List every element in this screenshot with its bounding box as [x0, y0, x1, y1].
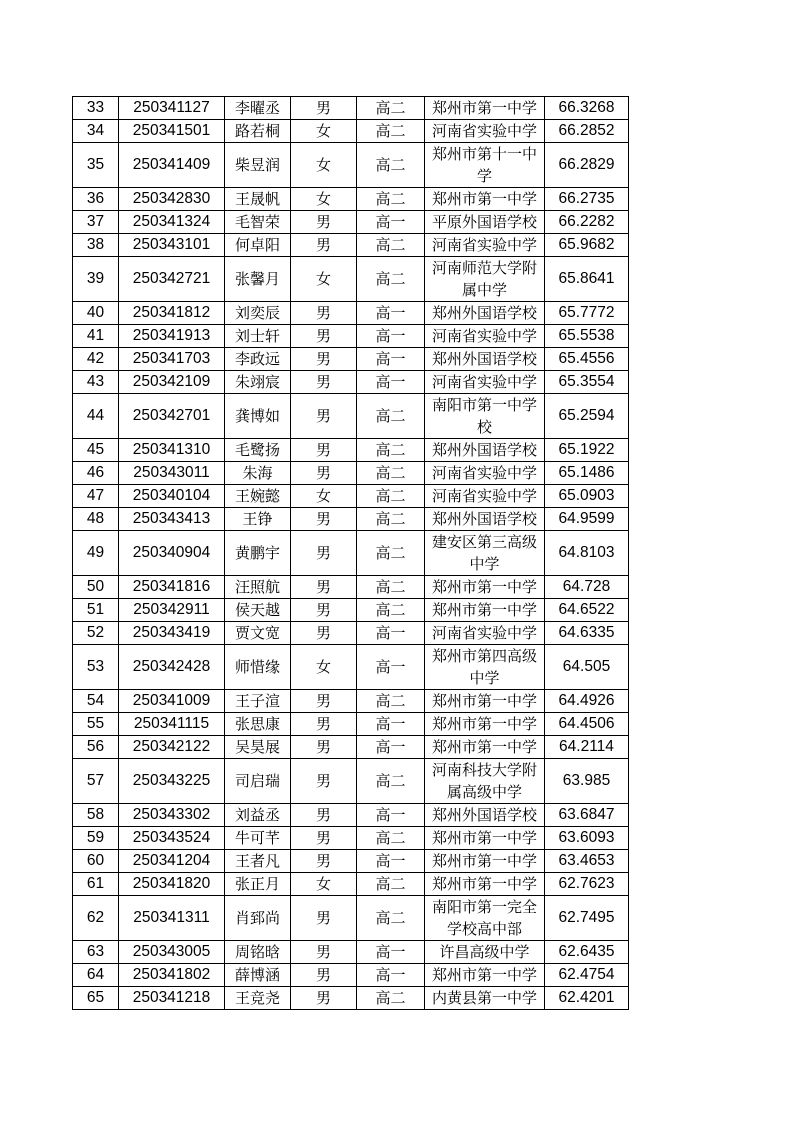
name-cell: 王婉懿	[225, 485, 291, 508]
rank-cell: 39	[73, 257, 119, 302]
gender-cell: 男	[291, 713, 357, 736]
table-row	[73, 804, 629, 827]
grade-cell: 高一	[357, 964, 425, 987]
table-row	[73, 987, 629, 1010]
grade-cell: 高一	[357, 645, 425, 690]
school-cell: 南阳市第一中学校	[425, 394, 545, 439]
rank-cell: 65	[73, 987, 119, 1010]
gender-cell: 男	[291, 508, 357, 531]
gender-cell: 男	[291, 987, 357, 1010]
name-cell: 王子渲	[225, 690, 291, 713]
table-row	[73, 348, 629, 371]
gender-cell: 男	[291, 234, 357, 257]
rank-cell: 35	[73, 143, 119, 188]
rank-cell: 64	[73, 964, 119, 987]
results-table-body	[73, 97, 629, 1010]
school-cell: 平原外国语学校	[425, 211, 545, 234]
rank-cell: 34	[73, 120, 119, 143]
name-cell: 周铭晗	[225, 941, 291, 964]
rank-cell: 51	[73, 599, 119, 622]
name-cell: 何卓阳	[225, 234, 291, 257]
table-row	[73, 439, 629, 462]
score-cell: 64.728	[545, 576, 629, 599]
school-cell: 南阳市第一完全学校高中部	[425, 896, 545, 941]
grade-cell: 高二	[357, 690, 425, 713]
name-cell: 朱海	[225, 462, 291, 485]
gender-cell: 男	[291, 896, 357, 941]
grade-cell: 高二	[357, 188, 425, 211]
school-cell: 郑州市第一中学	[425, 97, 545, 120]
student-id-cell: 250341218	[119, 987, 225, 1010]
school-cell: 郑州市第一中学	[425, 713, 545, 736]
student-id-cell: 250343101	[119, 234, 225, 257]
grade-cell: 高二	[357, 257, 425, 302]
school-cell: 许昌高级中学	[425, 941, 545, 964]
school-cell: 郑州市第一中学	[425, 827, 545, 850]
student-id-cell: 250341115	[119, 713, 225, 736]
student-id-cell: 250341409	[119, 143, 225, 188]
name-cell: 张馨月	[225, 257, 291, 302]
rank-cell: 41	[73, 325, 119, 348]
name-cell: 汪照航	[225, 576, 291, 599]
table-row	[73, 257, 629, 302]
school-cell: 河南省实验中学	[425, 622, 545, 645]
gender-cell: 男	[291, 941, 357, 964]
grade-cell: 高二	[357, 873, 425, 896]
gender-cell: 女	[291, 257, 357, 302]
student-id-cell: 250342830	[119, 188, 225, 211]
school-cell: 郑州外国语学校	[425, 348, 545, 371]
table-row	[73, 896, 629, 941]
school-cell: 郑州市第四高级中学	[425, 645, 545, 690]
rank-cell: 45	[73, 439, 119, 462]
gender-cell: 女	[291, 188, 357, 211]
student-id-cell: 250341204	[119, 850, 225, 873]
gender-cell: 男	[291, 964, 357, 987]
school-cell: 郑州市第十一中学	[425, 143, 545, 188]
score-cell: 64.8103	[545, 531, 629, 576]
student-id-cell: 250340904	[119, 531, 225, 576]
student-id-cell: 250342701	[119, 394, 225, 439]
grade-cell: 高一	[357, 736, 425, 759]
score-cell: 65.5538	[545, 325, 629, 348]
school-cell: 郑州外国语学校	[425, 804, 545, 827]
table-row	[73, 531, 629, 576]
table-row	[73, 622, 629, 645]
school-cell: 河南省实验中学	[425, 120, 545, 143]
rank-cell: 37	[73, 211, 119, 234]
student-id-cell: 250342109	[119, 371, 225, 394]
table-row	[73, 690, 629, 713]
table-row	[73, 120, 629, 143]
gender-cell: 男	[291, 394, 357, 439]
school-cell: 河南省实验中学	[425, 325, 545, 348]
gender-cell: 男	[291, 348, 357, 371]
rank-cell: 60	[73, 850, 119, 873]
grade-cell: 高一	[357, 325, 425, 348]
score-cell: 65.7772	[545, 302, 629, 325]
table-row	[73, 645, 629, 690]
table-row	[73, 736, 629, 759]
gender-cell: 男	[291, 759, 357, 804]
name-cell: 王者凡	[225, 850, 291, 873]
grade-cell: 高一	[357, 622, 425, 645]
rank-cell: 53	[73, 645, 119, 690]
school-cell: 郑州市第一中学	[425, 690, 545, 713]
student-id-cell: 250343302	[119, 804, 225, 827]
student-id-cell: 250341501	[119, 120, 225, 143]
school-cell: 河南师范大学附属中学	[425, 257, 545, 302]
name-cell: 朱翊宸	[225, 371, 291, 394]
school-cell: 郑州外国语学校	[425, 508, 545, 531]
student-id-cell: 250343524	[119, 827, 225, 850]
student-id-cell: 250343225	[119, 759, 225, 804]
gender-cell: 男	[291, 302, 357, 325]
score-cell: 64.6335	[545, 622, 629, 645]
name-cell: 刘士轩	[225, 325, 291, 348]
gender-cell: 男	[291, 599, 357, 622]
table-row	[73, 485, 629, 508]
score-cell: 65.9682	[545, 234, 629, 257]
score-cell: 65.1922	[545, 439, 629, 462]
rank-cell: 61	[73, 873, 119, 896]
score-cell: 63.6847	[545, 804, 629, 827]
gender-cell: 女	[291, 485, 357, 508]
gender-cell: 男	[291, 211, 357, 234]
table-row	[73, 371, 629, 394]
grade-cell: 高一	[357, 371, 425, 394]
student-id-cell: 250341812	[119, 302, 225, 325]
name-cell: 刘益丞	[225, 804, 291, 827]
table-row	[73, 325, 629, 348]
name-cell: 柴昱润	[225, 143, 291, 188]
rank-cell: 52	[73, 622, 119, 645]
table-row	[73, 302, 629, 325]
grade-cell: 高二	[357, 234, 425, 257]
rank-cell: 57	[73, 759, 119, 804]
rank-cell: 50	[73, 576, 119, 599]
student-id-cell: 250342721	[119, 257, 225, 302]
student-id-cell: 250340104	[119, 485, 225, 508]
student-id-cell: 250342428	[119, 645, 225, 690]
name-cell: 毛智荣	[225, 211, 291, 234]
name-cell: 牛可芊	[225, 827, 291, 850]
grade-cell: 高二	[357, 759, 425, 804]
score-cell: 63.985	[545, 759, 629, 804]
grade-cell: 高二	[357, 531, 425, 576]
rank-cell: 62	[73, 896, 119, 941]
score-cell: 62.7623	[545, 873, 629, 896]
school-cell: 郑州外国语学校	[425, 439, 545, 462]
school-cell: 郑州市第一中学	[425, 850, 545, 873]
name-cell: 路若桐	[225, 120, 291, 143]
grade-cell: 高二	[357, 143, 425, 188]
school-cell: 郑州外国语学校	[425, 302, 545, 325]
name-cell: 龚博如	[225, 394, 291, 439]
gender-cell: 男	[291, 371, 357, 394]
grade-cell: 高一	[357, 804, 425, 827]
score-cell: 64.4926	[545, 690, 629, 713]
table-row	[73, 873, 629, 896]
score-cell: 64.9599	[545, 508, 629, 531]
table-row	[73, 97, 629, 120]
gender-cell: 男	[291, 850, 357, 873]
grade-cell: 高二	[357, 439, 425, 462]
grade-cell: 高二	[357, 462, 425, 485]
student-id-cell: 250341703	[119, 348, 225, 371]
gender-cell: 男	[291, 827, 357, 850]
gender-cell: 男	[291, 622, 357, 645]
score-cell: 62.7495	[545, 896, 629, 941]
table-row	[73, 508, 629, 531]
school-cell: 郑州市第一中学	[425, 964, 545, 987]
score-cell: 65.4556	[545, 348, 629, 371]
table-row	[73, 964, 629, 987]
grade-cell: 高二	[357, 394, 425, 439]
score-cell: 66.3268	[545, 97, 629, 120]
grade-cell: 高一	[357, 348, 425, 371]
student-id-cell: 250341009	[119, 690, 225, 713]
name-cell: 肖郅尚	[225, 896, 291, 941]
school-cell: 河南省实验中学	[425, 371, 545, 394]
name-cell: 张思康	[225, 713, 291, 736]
school-cell: 内黄县第一中学	[425, 987, 545, 1010]
name-cell: 王铮	[225, 508, 291, 531]
rank-cell: 48	[73, 508, 119, 531]
grade-cell: 高二	[357, 599, 425, 622]
school-cell: 建安区第三高级中学	[425, 531, 545, 576]
score-cell: 64.2114	[545, 736, 629, 759]
name-cell: 薛博涵	[225, 964, 291, 987]
results-table	[72, 96, 629, 1010]
rank-cell: 43	[73, 371, 119, 394]
table-row	[73, 211, 629, 234]
name-cell: 吴昊展	[225, 736, 291, 759]
student-id-cell: 250343419	[119, 622, 225, 645]
gender-cell: 男	[291, 439, 357, 462]
rank-cell: 36	[73, 188, 119, 211]
score-cell: 66.2735	[545, 188, 629, 211]
score-cell: 65.3554	[545, 371, 629, 394]
rank-cell: 47	[73, 485, 119, 508]
name-cell: 侯天越	[225, 599, 291, 622]
rank-cell: 46	[73, 462, 119, 485]
grade-cell: 高一	[357, 211, 425, 234]
rank-cell: 56	[73, 736, 119, 759]
rank-cell: 40	[73, 302, 119, 325]
name-cell: 王竞尧	[225, 987, 291, 1010]
rank-cell: 49	[73, 531, 119, 576]
score-cell: 62.4754	[545, 964, 629, 987]
name-cell: 黄鹏宇	[225, 531, 291, 576]
score-cell: 65.2594	[545, 394, 629, 439]
student-id-cell: 250341816	[119, 576, 225, 599]
student-id-cell: 250341311	[119, 896, 225, 941]
gender-cell: 男	[291, 531, 357, 576]
school-cell: 河南省实验中学	[425, 485, 545, 508]
score-cell: 63.4653	[545, 850, 629, 873]
student-id-cell: 250341127	[119, 97, 225, 120]
name-cell: 李曜丞	[225, 97, 291, 120]
name-cell: 李政远	[225, 348, 291, 371]
gender-cell: 女	[291, 120, 357, 143]
rank-cell: 59	[73, 827, 119, 850]
grade-cell: 高二	[357, 576, 425, 599]
rank-cell: 44	[73, 394, 119, 439]
rank-cell: 38	[73, 234, 119, 257]
grade-cell: 高二	[357, 97, 425, 120]
rank-cell: 33	[73, 97, 119, 120]
score-cell: 66.2282	[545, 211, 629, 234]
name-cell: 毛鹭扬	[225, 439, 291, 462]
student-id-cell: 250343413	[119, 508, 225, 531]
name-cell: 张正月	[225, 873, 291, 896]
gender-cell: 男	[291, 325, 357, 348]
name-cell: 王晟帆	[225, 188, 291, 211]
score-cell: 65.8641	[545, 257, 629, 302]
school-cell: 河南省实验中学	[425, 462, 545, 485]
school-cell: 郑州市第一中学	[425, 576, 545, 599]
gender-cell: 男	[291, 690, 357, 713]
grade-cell: 高二	[357, 987, 425, 1010]
score-cell: 64.4506	[545, 713, 629, 736]
table-row	[73, 599, 629, 622]
gender-cell: 女	[291, 143, 357, 188]
score-cell: 65.1486	[545, 462, 629, 485]
grade-cell: 高二	[357, 120, 425, 143]
table-row	[73, 462, 629, 485]
score-cell: 62.4201	[545, 987, 629, 1010]
student-id-cell: 250341802	[119, 964, 225, 987]
table-row	[73, 143, 629, 188]
student-id-cell: 250343011	[119, 462, 225, 485]
student-id-cell: 250341310	[119, 439, 225, 462]
rank-cell: 55	[73, 713, 119, 736]
rank-cell: 54	[73, 690, 119, 713]
school-cell: 郑州市第一中学	[425, 736, 545, 759]
table-row	[73, 713, 629, 736]
grade-cell: 高二	[357, 508, 425, 531]
grade-cell: 高一	[357, 302, 425, 325]
student-id-cell: 250341913	[119, 325, 225, 348]
score-cell: 66.2852	[545, 120, 629, 143]
rank-cell: 58	[73, 804, 119, 827]
grade-cell: 高二	[357, 827, 425, 850]
grade-cell: 高二	[357, 485, 425, 508]
school-cell: 河南科技大学附属高级中学	[425, 759, 545, 804]
school-cell: 河南省实验中学	[425, 234, 545, 257]
student-id-cell: 250343005	[119, 941, 225, 964]
score-cell: 66.2829	[545, 143, 629, 188]
gender-cell: 女	[291, 645, 357, 690]
school-cell: 郑州市第一中学	[425, 873, 545, 896]
rank-cell: 63	[73, 941, 119, 964]
student-id-cell: 250341324	[119, 211, 225, 234]
score-cell: 64.505	[545, 645, 629, 690]
score-cell: 64.6522	[545, 599, 629, 622]
table-row	[73, 827, 629, 850]
grade-cell: 高二	[357, 896, 425, 941]
gender-cell: 男	[291, 97, 357, 120]
name-cell: 师惜缘	[225, 645, 291, 690]
gender-cell: 男	[291, 462, 357, 485]
student-id-cell: 250341820	[119, 873, 225, 896]
table-row	[73, 234, 629, 257]
gender-cell: 男	[291, 804, 357, 827]
school-cell: 郑州市第一中学	[425, 188, 545, 211]
name-cell: 刘奕辰	[225, 302, 291, 325]
gender-cell: 女	[291, 873, 357, 896]
student-id-cell: 250342911	[119, 599, 225, 622]
gender-cell: 男	[291, 736, 357, 759]
name-cell: 贾文宽	[225, 622, 291, 645]
table-row	[73, 941, 629, 964]
grade-cell: 高一	[357, 850, 425, 873]
grade-cell: 高一	[357, 713, 425, 736]
score-cell: 65.0903	[545, 485, 629, 508]
score-cell: 63.6093	[545, 827, 629, 850]
table-row	[73, 188, 629, 211]
table-row	[73, 759, 629, 804]
grade-cell: 高一	[357, 941, 425, 964]
gender-cell: 男	[291, 576, 357, 599]
table-row	[73, 576, 629, 599]
table-row	[73, 394, 629, 439]
student-id-cell: 250342122	[119, 736, 225, 759]
table-row	[73, 850, 629, 873]
name-cell: 司启瑞	[225, 759, 291, 804]
rank-cell: 42	[73, 348, 119, 371]
score-cell: 62.6435	[545, 941, 629, 964]
school-cell: 郑州市第一中学	[425, 599, 545, 622]
